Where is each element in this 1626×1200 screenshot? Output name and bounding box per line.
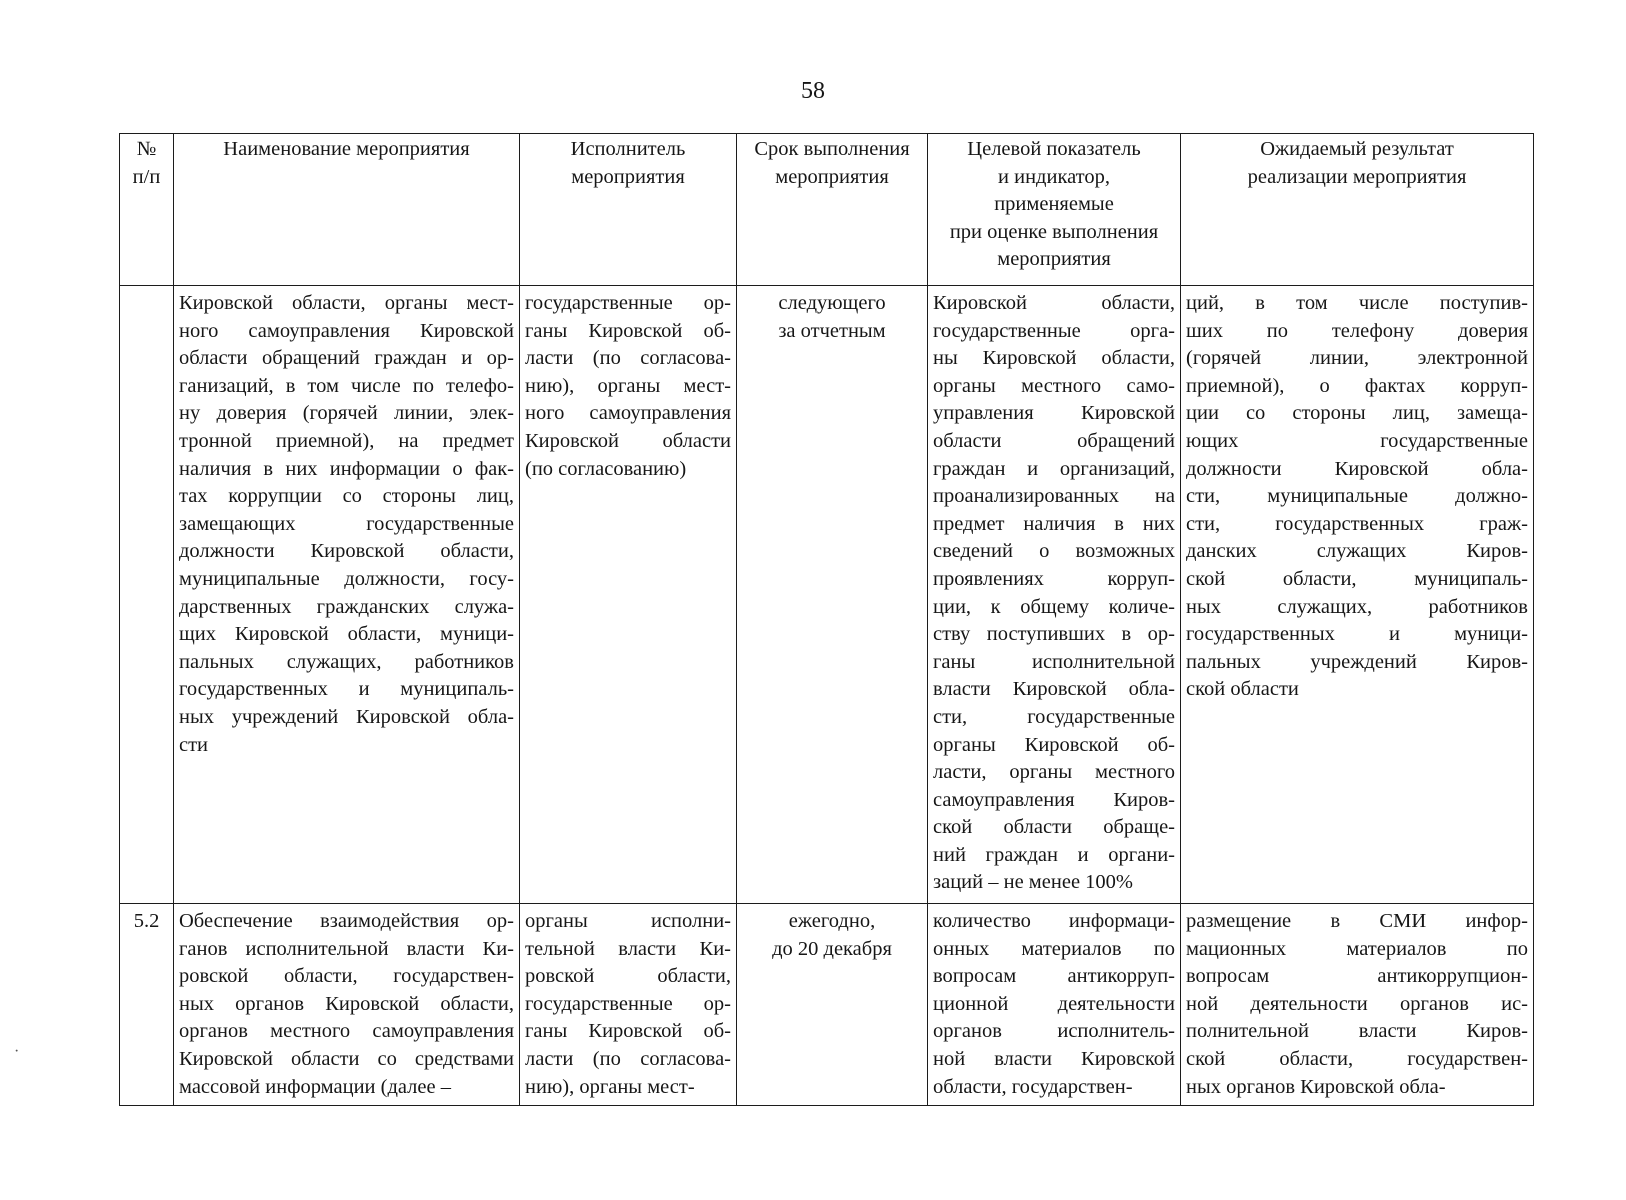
text-line: ного самоуправления: [525, 402, 731, 425]
text-line: ционной деятельности: [933, 992, 1175, 1015]
text-line: нию), органы мест-: [525, 374, 731, 397]
text-line: ганизаций, в том числе по телефо-: [179, 374, 514, 397]
text-line: и индикатор,: [998, 165, 1110, 188]
measure-name-cell: [174, 286, 520, 904]
text-line: тронной приемной), на предмет: [179, 429, 514, 452]
header-deadline: [737, 134, 928, 286]
text-line: ции со стороны лиц, замеща-: [1186, 402, 1528, 425]
text-line: вопросам антикорруп-: [933, 965, 1175, 988]
text-line: ганы Кировской об-: [525, 1020, 731, 1043]
text-line: данских служащих Киров-: [1186, 540, 1528, 563]
text-line: государственные ор-: [525, 292, 731, 314]
text-line: ганы Кировской об-: [525, 319, 731, 342]
text-line: онных материалов по: [933, 937, 1175, 960]
text-line: ных учреждений Кировской обла-: [179, 705, 514, 728]
scan-speck: ·: [14, 1043, 20, 1060]
text-line: проанализированных на: [933, 485, 1175, 508]
text-line: области обращений граждан и ор-: [179, 347, 514, 370]
measure-name-cell: [174, 904, 520, 1106]
text-line: власти Кировской обла-: [933, 678, 1175, 701]
text-line: ской области обраще-: [933, 816, 1175, 839]
text-line: Срок выполнения: [754, 138, 910, 160]
text-line: граждан и организаций,: [933, 457, 1175, 480]
text-line: при оценке выполнения: [949, 220, 1159, 243]
text-line: управления Кировской: [933, 402, 1175, 425]
text-line: ции, к общему количе-: [933, 595, 1175, 618]
text-line: п/п: [132, 165, 161, 188]
text-line: ющих государственные: [1186, 429, 1528, 452]
text-line: ской области, государствен-: [1186, 1047, 1528, 1070]
text-line: приемной), о фактах корруп-: [1186, 374, 1528, 397]
text-line: ской области: [1186, 678, 1299, 701]
page-number: 58: [801, 78, 825, 104]
text-line: области обращений: [933, 429, 1175, 452]
text-line: мероприятия: [997, 248, 1111, 271]
text-line: заций – не менее 100%: [933, 871, 1133, 894]
text-line: мационных материалов по: [1186, 937, 1528, 960]
text-line: полнительной власти Киров-: [1186, 1020, 1528, 1043]
text-line: пальных учреждений Киров-: [1186, 650, 1528, 673]
table-row: [120, 286, 1534, 904]
text-line: ного самоуправления Кировской: [179, 319, 514, 342]
header-expected-result: [1181, 134, 1534, 286]
text-line: ны Кировской области,: [933, 347, 1175, 370]
table-header-row: [120, 134, 1534, 286]
executor-cell: [520, 286, 737, 904]
text-line: за отчетным: [778, 319, 886, 342]
text-line: органов исполнитель-: [933, 1020, 1175, 1043]
text-line: дарственных гражданских служа-: [179, 595, 514, 618]
expected-result-cell: [1181, 904, 1534, 1106]
text-line: ласти (по согласова-: [525, 1047, 731, 1070]
text-line: ной деятельности органов ис-: [1186, 992, 1528, 1015]
text-line: ровской области, государствен-: [179, 965, 514, 988]
row-number: [120, 286, 174, 904]
deadline-cell: [737, 904, 928, 1106]
text-line: тельной власти Ки-: [525, 937, 731, 960]
text-line: Целевой показатель: [967, 138, 1141, 160]
text-line: (по согласованию): [525, 457, 687, 480]
text-line: вопросам антикоррупцион-: [1186, 965, 1528, 988]
text-line: размещение в СМИ инфор-: [1186, 910, 1528, 932]
header-indicator: [928, 134, 1181, 286]
header-executor: [520, 134, 737, 286]
text-line: ных органов Кировской области,: [179, 992, 514, 1015]
text-line: нию), органы мест-: [525, 1075, 695, 1098]
header-number: [120, 134, 174, 286]
text-line: тах коррупции со стороны лиц,: [179, 485, 514, 508]
text-line: пальных служащих, работников: [179, 650, 514, 673]
text-line: органов местного самоуправления: [179, 1020, 514, 1043]
text-line: должности Кировской обла-: [1186, 457, 1528, 480]
text-line: Кировской области: [525, 429, 731, 452]
text-line: ной власти Кировской: [933, 1047, 1175, 1070]
text-line: (горячей линии, электронной: [1186, 347, 1528, 370]
text-line: ных органов Кировской обла-: [1186, 1075, 1446, 1098]
text-line: области, государствен-: [933, 1075, 1133, 1098]
expected-result-cell: [1181, 286, 1534, 904]
executor-cell: [520, 904, 737, 1106]
text-line: государственные орга-: [933, 319, 1175, 342]
text-line: ству поступивших в ор-: [933, 623, 1175, 646]
text-line: до 20 декабря: [772, 937, 892, 960]
text-line: сти, государственные: [933, 705, 1175, 728]
text-line: государственных и муници-: [1186, 623, 1528, 646]
text-line: ных служащих, работников: [1186, 595, 1528, 618]
text-line: органы исполни-: [525, 910, 731, 932]
text-line: муниципальные должности, госу-: [179, 567, 514, 590]
text-line: сведений о возможных: [933, 540, 1175, 563]
text-line: проявлениях корруп-: [933, 567, 1175, 590]
text-line: самоуправления Киров-: [933, 788, 1175, 811]
text-line: Наименование мероприятия: [223, 138, 470, 160]
measures-table: [119, 133, 1534, 1106]
text-line: сти, государственных граж-: [1186, 512, 1528, 535]
text-line: Обеспечение взаимодействия ор-: [179, 910, 514, 932]
text-line: следующего: [778, 292, 886, 314]
text-line: количество информаци-: [933, 910, 1175, 932]
text-line: ганы исполнительной: [933, 650, 1175, 673]
header-measure-name: [174, 134, 520, 286]
row-number: 5.2: [120, 904, 174, 1106]
table-row: [120, 904, 1534, 1106]
text-line: ших по телефону доверия: [1186, 319, 1528, 342]
text-line: ний граждан и органи-: [933, 843, 1175, 866]
text-line: ласти, органы местного: [933, 761, 1175, 784]
text-line: наличия в них информации о фак-: [179, 457, 514, 480]
text-line: массовой информации (далее –: [179, 1075, 451, 1098]
text-line: ганов исполнительной власти Ки-: [179, 937, 514, 960]
indicator-cell: [928, 286, 1181, 904]
text-line: ровской области,: [525, 965, 731, 988]
text-line: Исполнитель: [570, 138, 686, 160]
text-line: ций, в том числе поступив-: [1186, 292, 1528, 314]
text-line: мероприятия: [571, 165, 685, 188]
text-line: ской области, муниципаль-: [1186, 567, 1528, 590]
text-line: замещающих государственные: [179, 512, 514, 535]
text-line: ласти (по согласова-: [525, 347, 731, 370]
text-line: государственные ор-: [525, 992, 731, 1015]
text-line: Ожидаемый результат: [1260, 138, 1454, 160]
text-line: государственных и муниципаль-: [179, 678, 514, 701]
text-line: реализации мероприятия: [1247, 165, 1467, 188]
indicator-cell: [928, 904, 1181, 1106]
text-line: №: [136, 138, 157, 160]
text-line: сти: [179, 733, 209, 756]
text-line: щих Кировской области, муници-: [179, 623, 514, 646]
text-line: Кировской области,: [933, 292, 1175, 314]
text-line: Кировской области, органы мест-: [179, 292, 514, 314]
text-line: органы Кировской об-: [933, 733, 1175, 756]
text-line: предмет наличия в них: [933, 512, 1175, 535]
text-line: мероприятия: [775, 165, 889, 188]
text-line: сти, муниципальные должно-: [1186, 485, 1528, 508]
text-line: органы местного само-: [933, 374, 1175, 397]
text-line: ежегодно,: [788, 910, 876, 932]
deadline-cell: [737, 286, 928, 904]
text-line: ну доверия (горячей линии, элек-: [179, 402, 514, 425]
text-line: Кировской области со средствами: [179, 1047, 514, 1070]
text-line: применяемые: [994, 193, 1114, 216]
text-line: должности Кировской области,: [179, 540, 514, 563]
